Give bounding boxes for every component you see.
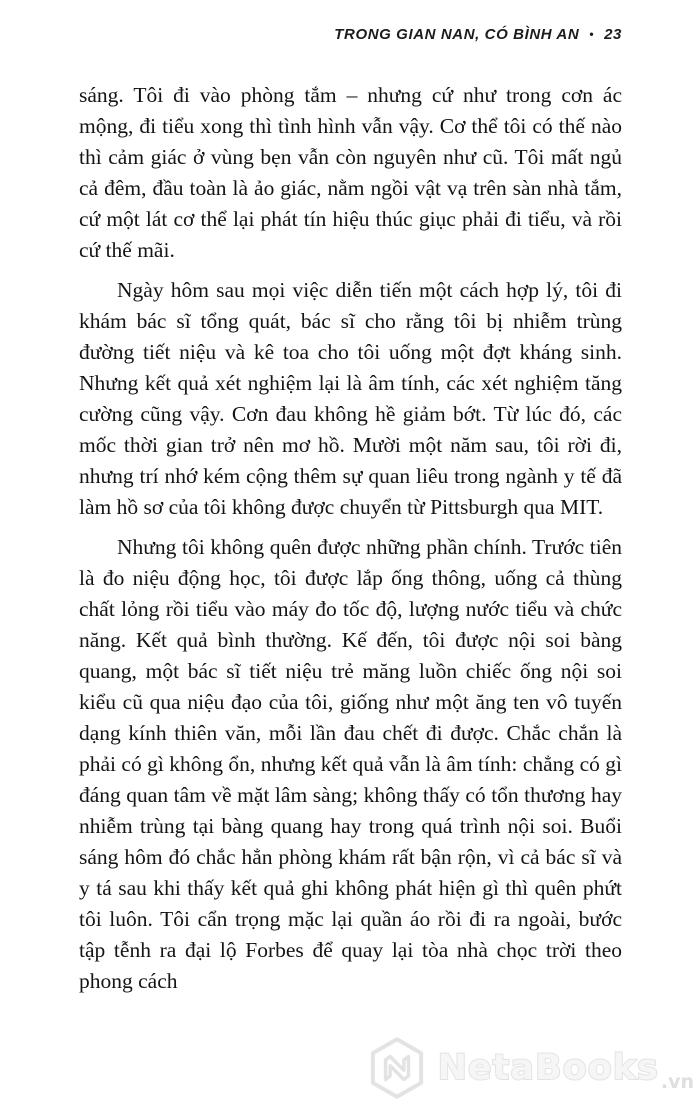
page-header — [79, 26, 622, 43]
chapter-title: TRONG GIAN NAN, CÓ BÌNH AN — [334, 26, 580, 43]
page-number: 23 — [604, 26, 622, 43]
paragraph: Ngày hôm sau mọi việc diễn tiến một cách hợp lý, tôi đi khám bác sĩ tổng quát, bác sĩ cho rằng tôi bị nhiễm trùng đường tiết niệu và kê toa cho tôi uống một đợt kháng sinh. Nhưng kết quả xét nghiệm lại là âm tính, các xét nghiệm tăng cường cũng vậy. Cơn đau không hề giảm bớt. Từ lúc đó, các mốc thời gian trở nên mơ hồ. Mười một năm sau, tôi rời đi, nhưng trí nhớ kém cộng thêm sự quan liêu trong ngành y tế đã làm hồ sơ của tôi không được chuyển từ Pittsburgh qua MIT. — [79, 278, 622, 519]
body-text — [79, 80, 622, 1006]
paragraph: sáng. Tôi đi vào phòng tắm – nhưng cứ như trong cơn ác mộng, đi tiểu xong thì tình hình vẫn vậy. Cơ thể tôi có thế nào thì cảm giác ở vùng bẹn vẫn còn nguyên như cũ. Tôi mất ngủ cả đêm, đầu toàn là ảo giác, nằm ngồi vật vạ trên sàn nhà tắm, cứ một lát cơ thể lại phát tín hiệu thúc giục phải đi tiểu, và rồi cứ thế mãi. — [79, 83, 622, 262]
paragraph: Nhưng tôi không quên được những phần chính. Trước tiên là đo niệu động học, tôi được lắp ống thông, uống cả thùng chất lỏng rồi tiểu vào máy đo tốc độ, lượng nước tiểu và chức năng. Kết quả bình thường. Kế đến, tôi được nội soi bàng quang, một bác sĩ tiết niệu trẻ măng luồn chiếc ống nội soi kiểu cũ qua niệu đạo của tôi, giống như một ăng ten vô tuyến dạng kính thiên văn, mỗi lần đau chết đi được. Chắc chắn là phải có gì không ổn, nhưng kết quả vẫn là âm tính: chẳng có gì đáng quan tâm về mặt lâm sàng; không thấy có tổn thương hay nhiễm trùng tại bàng quang hay trong quá trình nội soi. Buổi sáng hôm đó chắc hẳn phòng khám rất bận rộn, vì cả bác sĩ và y tá sau khi thấy kết quả ghi không phát hiện gì thì quên phứt tôi luôn. Tôi cẩn trọng mặc lại quần áo rồi đi ra ngoài, bước tập tễnh ra đại lộ Forbes để quay lại tòa nhà chọc trời theo phong cách — [79, 535, 622, 993]
netabooks-hexagon-logo-icon — [366, 1037, 428, 1099]
header-bullet: • — [589, 27, 595, 41]
watermark-brand-text: NetaBooks — [437, 1048, 659, 1088]
netabooks-watermark — [366, 1037, 694, 1099]
watermark-tld-text: .vn — [660, 1071, 694, 1093]
